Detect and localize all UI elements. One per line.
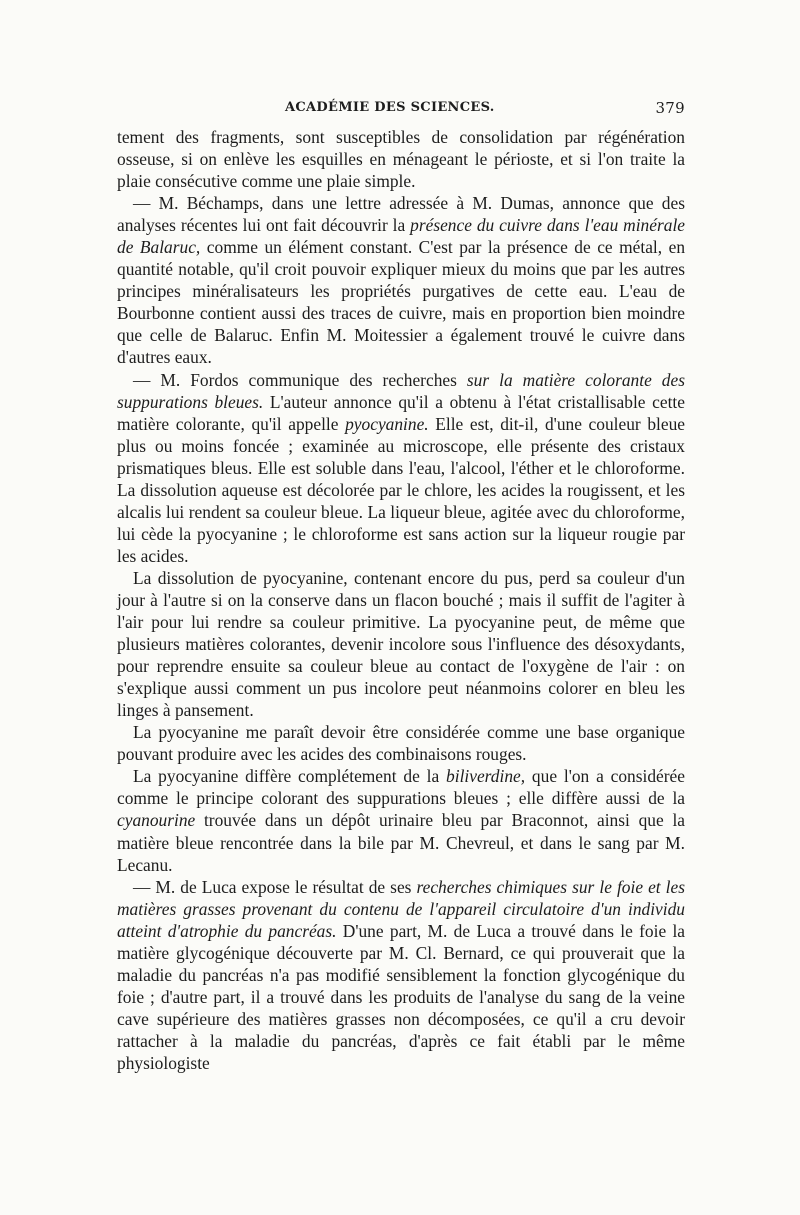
document-page [117, 100, 685, 1074]
paragraph [117, 765, 685, 875]
paragraph [117, 192, 685, 368]
italic-text: pyocyanine. [345, 413, 429, 434]
page-number: 379 [655, 99, 685, 117]
italic-text: sur la matière colorante des suppurations bleues. [117, 369, 685, 412]
text-run: Elle est, dit-il, d'une couleur bleue plus ou moins foncée ; examinée au microscope, elle présente des cristaux prismatiques bleus. Elle est soluble dans l'eau, l'alcool, l'éther et le chloroforme. La dissolution aqueuse est décolorée par le chlore, les acides la rougissent, et les alcalis lui rendent sa couleur bleue. La liqueur bleue, agitée avec du chloroforme, lui cède la pyocyanine ; le chloroforme est sans action sur la liqueur rougie par les acides. [117, 413, 685, 566]
text-run: — M. de Luca expose le résultat de ses [133, 876, 417, 897]
text-run: La pyocyanine me paraît devoir être considérée comme une base organique pouvant produire avec les acides des combinaisons rouges. [117, 722, 685, 765]
paragraph [117, 567, 685, 721]
text-run: trouvée dans un dépôt urinaire bleu par Braconnot, ainsi que la matière bleue rencontrée dans la bile par M. Chevreul, et dans le sang par M. Lecanu. [117, 810, 685, 875]
italic-text: recherches chimiques sur le foie et les matières grasses provenant du contenu de l'appareil circulatoire d'un individu atteint d'atrophie du pancréas. [117, 876, 685, 941]
paragraph [117, 369, 685, 567]
paragraph [117, 876, 685, 1074]
italic-text: cyanourine [117, 810, 196, 831]
text-run: tement des fragments, sont susceptibles de consolidation par régénération osseuse, si on enlève les esquilles en ménageant le périoste, et si l'on traite la plaie consécutive comme une plaie simple. [117, 127, 685, 192]
page-header [117, 100, 685, 126]
italic-text: présence du cuivre dans l'eau minérale de Balaruc, [117, 215, 685, 258]
running-title: ACADÉMIE DES SCIENCES. [285, 100, 495, 115]
text-run: D'une part, M. de Luca a trouvé dans le foie la matière glycogénique découverte par M. Cl. Bernard, ce qui prouverait que la maladie du pancréas n'a pas modifié sensiblement la fonction glycogénique du foie ; d'autre part, il a trouvé dans les produits de l'analyse du sang de la veine cave supérieure des matières grasses non décomposées, ce qu'il a cru devoir rattacher à la maladie du pancréas, d'après ce fait établi par le même physiologiste [117, 920, 686, 1073]
body-text [117, 126, 685, 1074]
text-run: comme un élément constant. C'est par la présence de ce métal, en quantité notable, qu'il croit pouvoir expliquer mieux du moins que par les autres principes minéralisateurs les propriétés purgatives de cette eau. L'eau de Bourbonne contient aussi des traces de cuivre, mais en proportion bien moindre que celle de Balaruc. Enfin M. Moitessier a également trouvé le cuivre dans d'autres eaux. [117, 237, 686, 368]
text-run: La dissolution de pyocyanine, contenant encore du pus, perd sa couleur d'un jour à l'autre si on la conserve dans un flacon bouché ; mais il suffit de l'agiter à l'air pour lui rendre sa couleur primitive. La pyocyanine peut, de même que plusieurs matières colorantes, devenir incolore sous l'influence des désoxydants, pour reprendre ensuite sa couleur bleue au contact de l'oxygène de l'air : on s'explique aussi comment un pus incolore peut néanmoins colorer en bleu les linges à pansement. [117, 567, 685, 721]
italic-text: biliverdine, [446, 766, 526, 787]
text-run: — M. Fordos communique des recherches [133, 369, 467, 390]
text-run: — M. Béchamps, dans une lettre adressée à M. Dumas, annonce que des analyses récentes lui ont fait découvrir la [117, 193, 685, 236]
text-run: que l'on a considérée comme le principe colorant des suppurations bleues ; elle diffère aussi de la [117, 766, 685, 809]
text-run: L'auteur annonce qu'il a obtenu à l'état cristallisable cette matière colorante, qu'il appelle [117, 391, 685, 434]
paragraph [117, 126, 685, 192]
paragraph [117, 721, 685, 765]
text-run: La pyocyanine diffère complétement de la [133, 766, 447, 787]
